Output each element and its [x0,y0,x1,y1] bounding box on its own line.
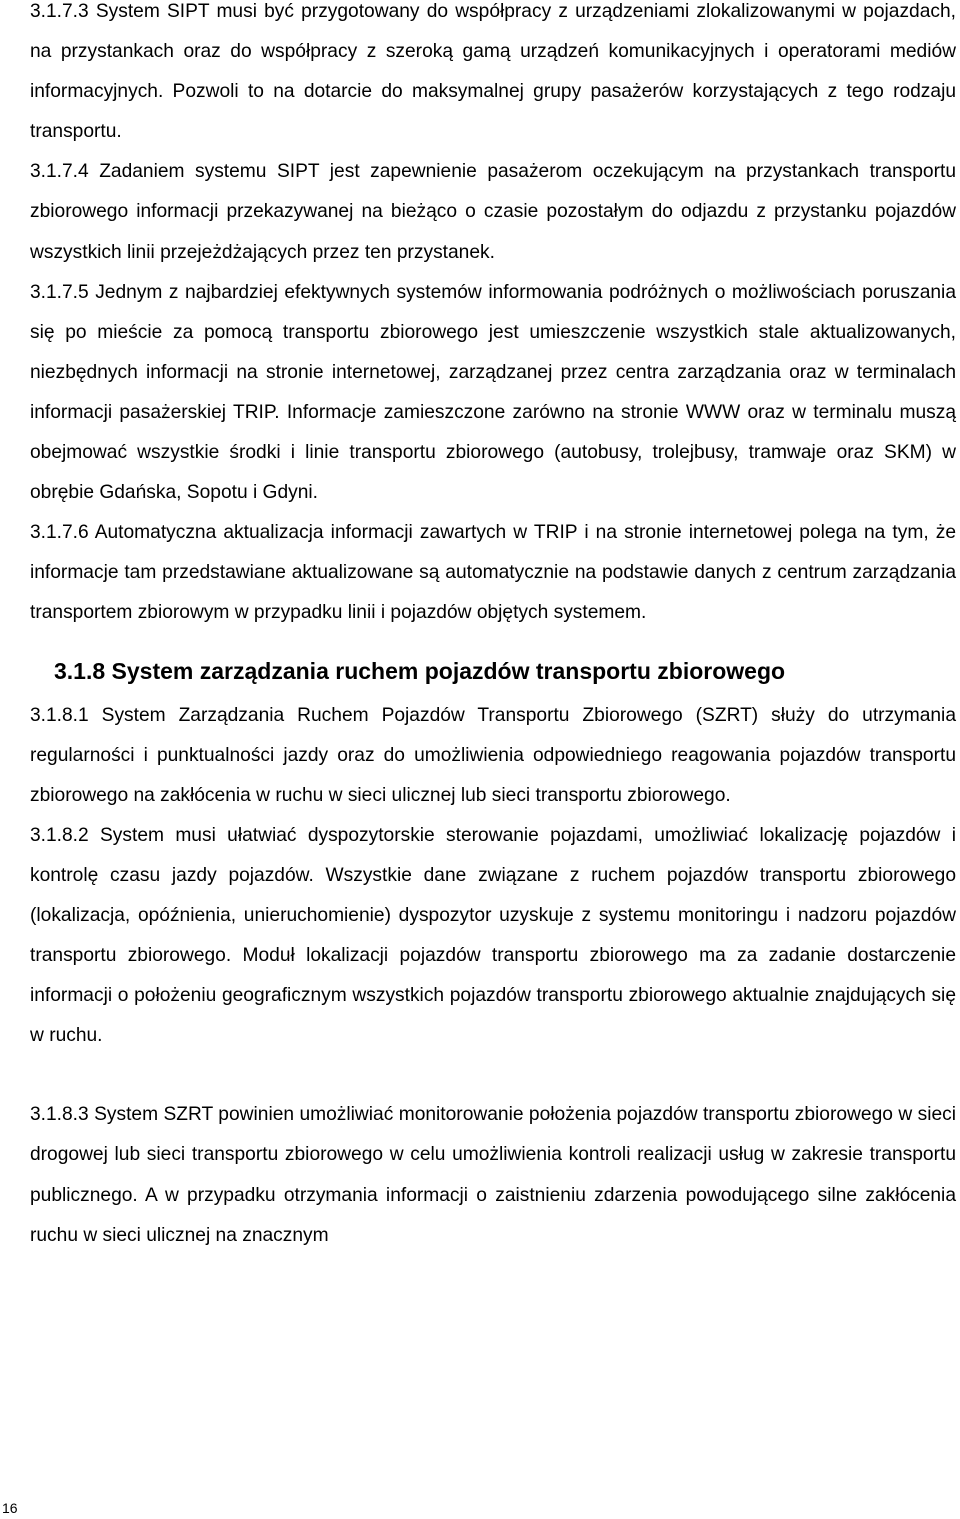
paragraph-3-1-8-2: 3.1.8.2 System musi ułatwiać dyspozytorskie sterowanie pojazdami, umożliwiać lokalizację pojazdów i kontrolę czasu jazdy pojazdów. Wszystkie dane związane z ruchem pojazdów transportu zbiorowego (lokalizacja, opóźnienia, unieruchomienie) dyspozytor uzyskuje z systemu monitoringu i nadzoru pojazdów transportu zbiorowego. Moduł lokalizacji pojazdów transportu zbiorowego ma za zadanie dostarczenie informacji o położeniu geograficznym wszystkich pojazdów transportu zbiorowego aktualnie znajdujących się w ruchu. [30,824,956,1047]
paragraph-3-1-7-4: 3.1.7.4 Zadaniem systemu SIPT jest zapewnienie pasażerom oczekującym na przystankach transportu zbiorowego informacji przekazywanej na bieżąco o czasie pozostałym do odjazdu z przystanku pojazdów wszystkich linii przejeżdżających przez ten przystanek. [30,161,956,263]
paragraph-3-1-7-3: 3.1.7.3 System SIPT musi być przygotowany do współpracy z urządzeniami zlokalizowanymi w pojazdach, na przystankach oraz do współpracy z szeroką gamą urządzeń komunikacyjnych i operatorami mediów informacyjnych. Pozwoli to na dotarcie do maksymalnej grupy pasażerów korzystających z tego rodzaju transportu. [30,1,956,143]
paragraph-gap [30,1056,956,1095]
paragraph-3-1-8-3: 3.1.8.3 System SZRT powinien umożliwiać monitorowanie położenia pojazdów transportu zbiorowego w sieci drogowej lub sieci transportu zbiorowego w celu umożliwienia kontroli realizacji usług w zakresie transportu publicznego. A w przypadku otrzymania informacji o zaistnieniu zdarzenia powodującego silne zakłócenia ruchu w sieci ulicznej na znacznym [30,1104,956,1246]
paragraph-3-1-8-1: 3.1.8.1 System Zarządzania Ruchem Pojazdów Transportu Zbiorowego (SZRT) służy do utrzymania regularności i punktualności jazdy oraz do umożliwienia odpowiedniego reagowania pojazdów transportu zbiorowego na zakłócenia w ruchu w sieci ulicznej lub sieci transportu zbiorowego. [30,704,956,806]
paragraph-3-1-7-5: 3.1.7.5 Jednym z najbardziej efektywnych systemów informowania podróżnych o możliwościach poruszania się po mieście za pomocą transportu zbiorowego jest umieszczenie wszystkich stale aktualizowanych, niezbędnych informacji na stronie internetowej, zarządzanej przez centra zarządzania oraz w terminalach informacji pasażerskiej TRIP. Informacje zamieszczone zarówno na stronie WWW oraz w terminalu muszą obejmować wszystkie środki i linie transportu zbiorowego (autobusy, trolejbusy, tramwaje oraz SKM) w obrębie Gdańska, Sopotu i Gdyni. [30,281,956,504]
document-page [30,0,956,1256]
page-number: 16 [2,1500,18,1516]
paragraph-3-1-7-6: 3.1.7.6 Automatyczna aktualizacja informacji zawartych w TRIP i na stronie internetowej polega na tym, że informacje tam przedstawiane aktualizowane są automatycznie na podstawie danych z centrum zarządzania transportem zbiorowym w przypadku linii i pojazdów objętych systemem. [30,522,956,624]
section-heading-3-1-8: 3.1.8 System zarządzania ruchem pojazdów transportu zbiorowego [54,657,786,684]
